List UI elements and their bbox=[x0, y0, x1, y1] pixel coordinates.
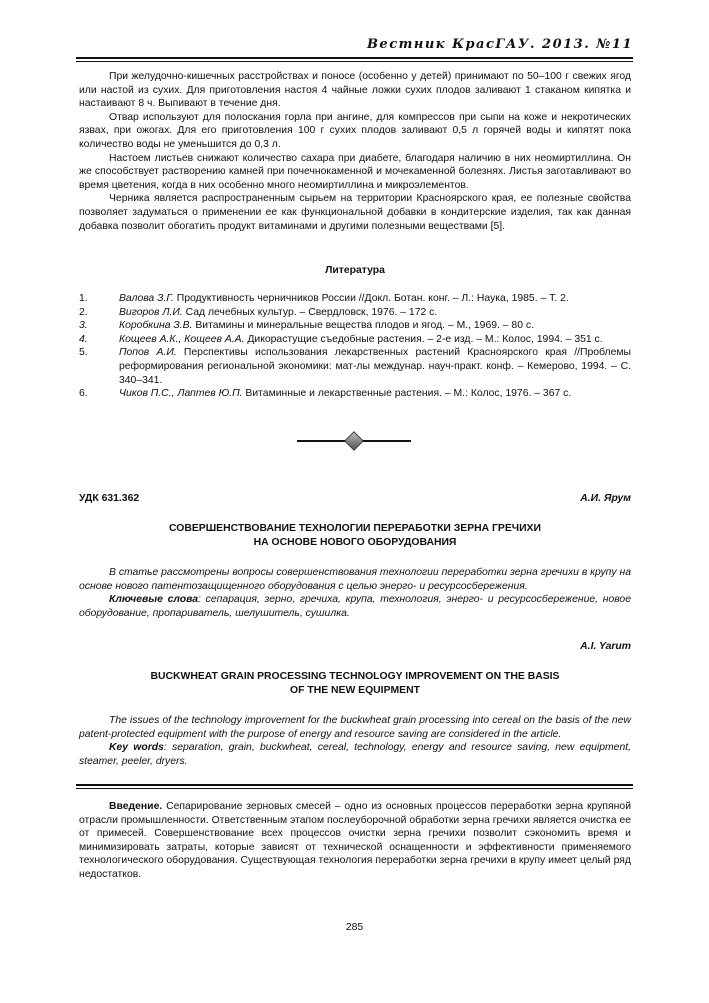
author-ru: А.И. Ярум bbox=[580, 493, 631, 504]
introduction-section bbox=[79, 800, 631, 882]
keywords-en-text: : separation, grain, buckwheat, cereal, technology, energy and resource saving, new equipment, steamer, peeler, dryers. bbox=[79, 742, 631, 767]
reference-author: Чиков П.С., Лаптев Ю.П. bbox=[119, 388, 243, 400]
udk-code: УДК 631.362 bbox=[79, 493, 140, 504]
section-rule-thin bbox=[76, 788, 633, 789]
header-rule bbox=[76, 57, 633, 59]
keywords-ru bbox=[79, 593, 631, 620]
reference-number: 3. bbox=[79, 320, 88, 332]
reference-item bbox=[79, 333, 631, 347]
paragraph: Настоем листьев снижают количество сахара при диабете, благодаря наличию в них неомиртиллина. Он же способствует растворению камней при почечнокаменной и мочекаменной болезнях. Листья заготавливают во время цветения, когда в них особенно много неомиртиллина и микроэлементов. bbox=[79, 152, 631, 191]
reference-number: 1. bbox=[79, 293, 88, 304]
reference-number: 4. bbox=[79, 333, 88, 345]
section-rule bbox=[76, 784, 633, 786]
reference-author: Вигоров Л.И. bbox=[119, 306, 183, 318]
abstract-en-block bbox=[79, 714, 631, 768]
reference-author: Коробкина З.В. bbox=[119, 320, 193, 332]
abstract-en: The issues of the technology improvement for the buckwheat grain processing into cereal on the basis of the new patent-protected equipment with the purpose of energy and resource saving are considered in the article. bbox=[79, 715, 631, 740]
keywords-ru-text: : сепарация, зерно, гречиха, крупа, технология, энерго- и ресурсосбережение, новое оборудование, пропариватель, шелушитель, сушилка. bbox=[79, 594, 631, 619]
reference-text: Перспективы использования лекарственных растений Красноярского края //Проблемы реформирования региональной экономики: мат-лы междунар. науч-практ. конф. – Кемерово, 1994. – С. 340–341. bbox=[119, 347, 631, 386]
article-title-en bbox=[79, 670, 631, 697]
keywords-label-ru: Ключевые слова bbox=[109, 594, 199, 606]
reference-item bbox=[79, 306, 631, 320]
reference-number: 5. bbox=[79, 347, 88, 359]
reference-item bbox=[79, 346, 631, 387]
literature-heading: Литература bbox=[325, 265, 385, 276]
reference-item bbox=[79, 319, 631, 333]
diamond-icon bbox=[344, 431, 364, 451]
author-en: A.I. Yarum bbox=[580, 641, 631, 652]
title-ru-line: СОВЕРШЕНСТВОВАНИЕ ТЕХНОЛОГИИ ПЕРЕРАБОТКИ ЗЕРНА ГРЕЧИХИ bbox=[169, 523, 541, 534]
divider-line-left bbox=[297, 440, 345, 442]
introduction-label: Введение. bbox=[109, 801, 163, 812]
article-title-ru bbox=[79, 522, 631, 549]
reference-text: Продуктивность черничников России //Докл. Ботан. конг. – Л.: Наука, 1985. – Т. 2. bbox=[173, 293, 569, 304]
reference-author: Кощеев А.К., Кощеев А.А. bbox=[119, 333, 245, 345]
reference-text: Витамины и минеральные вещества плодов и ягод. – М., 1969. – 80 с. bbox=[192, 320, 534, 332]
abstract-ru-block bbox=[79, 566, 631, 620]
keywords-en bbox=[79, 741, 631, 768]
header-rule-thin bbox=[76, 61, 633, 62]
abstract-ru: В статье рассмотрены вопросы совершенствования технологии переработки зерна гречихи в крупу на основе нового патентозащищенного оборудования с целью энерго- и ресурсосбережения. bbox=[79, 567, 631, 592]
reference-list bbox=[79, 292, 631, 401]
title-en-line: OF THE NEW EQUIPMENT bbox=[290, 684, 420, 696]
reference-text: Витаминные и лекарственные растения. – М.: Колос, 1976. – 367 с. bbox=[242, 388, 572, 400]
keywords-label-en: Key words bbox=[109, 742, 164, 754]
reference-item bbox=[79, 292, 631, 306]
introduction-text: Сепарирование зерновых смесей – одно из основных процессов переработки зерна крупяной отрасли промышленности. Ответственным этапом послеуборочной обработки зерна гречихи является очистка ее от примесей. Совершенствование всех процессов очистки зерна гречихи позволит сэкономить время и минимизировать затраты, которые зависят от технической оснащенности и эффективности применяемого технологического оборудования. Существующая технология переработки зерна гречихи в крупу имеет целый ряд недостатков. bbox=[79, 801, 631, 880]
intro-paragraphs bbox=[79, 70, 631, 233]
reference-text: Сад лечебных культур. – Свердловск, 1976. – 172 с. bbox=[182, 306, 438, 318]
paragraph: При желудочно-кишечных расстройствах и поносе (особенно у детей) принимают по 50–100 г свежих ягод или настой из сухих. Для приготовления настоя 4 чайные ложки сухих плодов заливают 1 стаканом кипятка и настаивают 8 ч. Выпивают в течение дня. bbox=[79, 71, 631, 110]
divider-line-right bbox=[363, 440, 411, 442]
title-en-line: BUCKWHEAT GRAIN PROCESSING TECHNOLOGY IMPROVEMENT ON THE BASIS bbox=[150, 671, 560, 682]
reference-number: 2. bbox=[79, 306, 88, 318]
page-number: 285 bbox=[345, 922, 364, 933]
udk-row bbox=[79, 492, 631, 506]
reference-text: Дикорастущие съедобные растения. – 2-е изд. – М.: Колос, 1994. – 351 с. bbox=[244, 333, 603, 345]
reference-author: Попов А.И. bbox=[119, 347, 177, 359]
reference-item bbox=[79, 387, 631, 401]
title-ru-line: НА ОСНОВЕ НОВОГО ОБОРУДОВАНИЯ bbox=[253, 536, 457, 548]
paragraph: Отвар используют для полоскания горла при ангине, для компрессов при сыпи на коже и некротических язвах, при ожогах. Для его приготовления 100 г сухих плодов заливают 0,5 л горячей воды и кипятят пока количество воды не уменьшится до 0,3 л. bbox=[79, 111, 631, 150]
section-divider-ornament bbox=[297, 432, 411, 448]
journal-header: Вестник КрасГАУ. 2013. №11 bbox=[366, 37, 633, 52]
reference-number: 6. bbox=[79, 388, 88, 400]
introduction-paragraph bbox=[79, 800, 631, 882]
reference-author: Валова З.Г. bbox=[119, 293, 174, 304]
paragraph: Черника является распространенным сырьем на территории Красноярского края, ее полезные свойства позволяет задуматься о применении ее как функциональной добавки в кондитерские изделия, так как данная добавка позволит обогатить продукт витаминами и другими полезными веществами [5]. bbox=[79, 193, 631, 232]
